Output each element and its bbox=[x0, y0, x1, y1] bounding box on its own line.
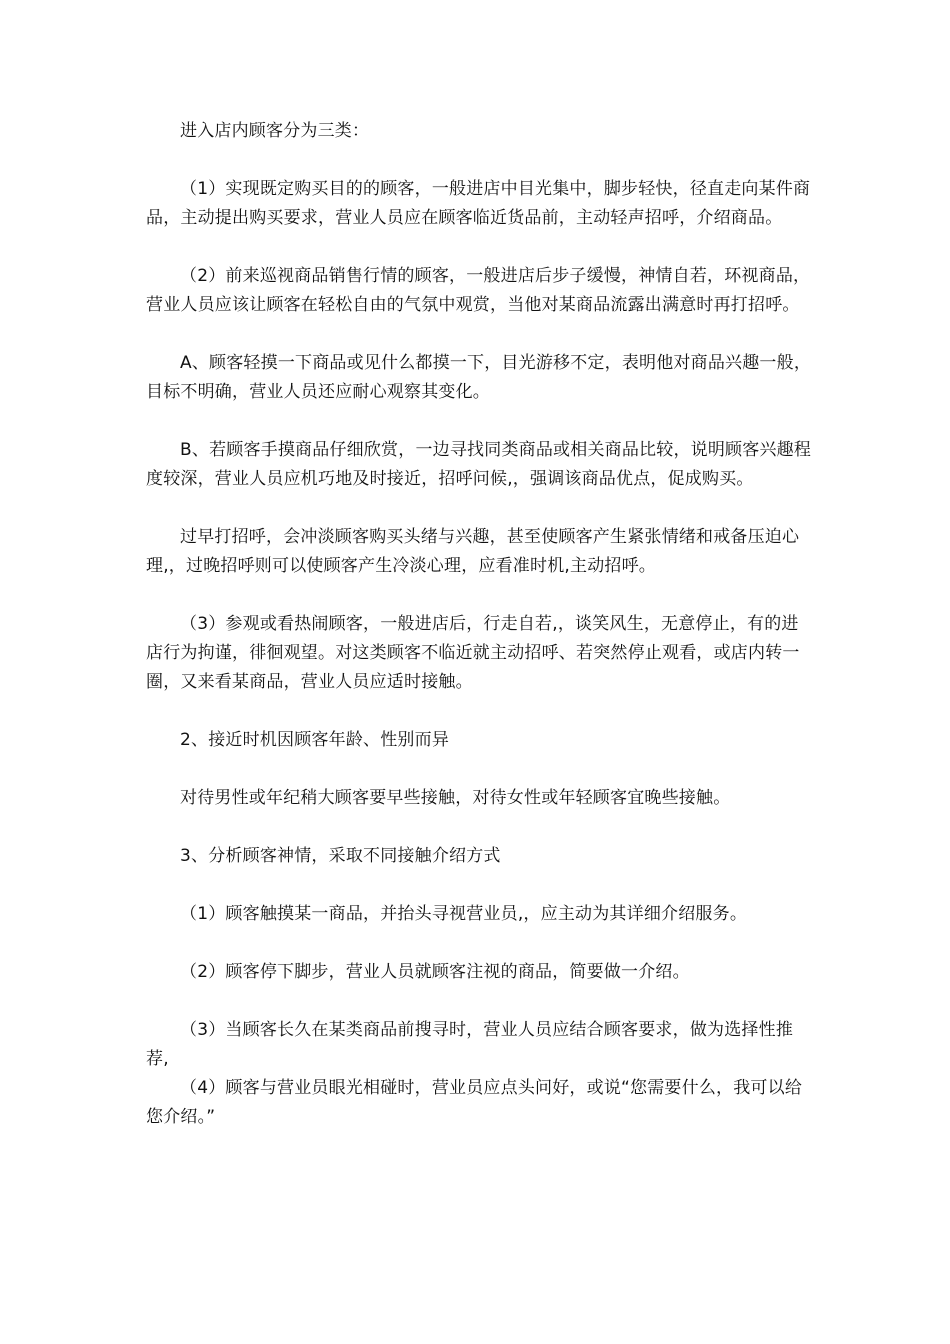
paragraph-type-1: （1）实现既定购买目的的顾客，一般进店中目光集中，脚步轻快，径直走向某件商品，主动提出购买要求，营业人员应在顾客临近货品前，主动轻声招呼，介绍商品。 bbox=[146, 179, 811, 228]
paragraph-intro: 进入店内顾客分为三类： bbox=[180, 121, 370, 141]
paragraph-type-2: （2）前来巡视商品销售行情的顾客，一般进店后步子缓慢，神情自若，环视商品，营业人员应该让顾客在轻松自由的气氛中观赏，当他对某商品流露出满意时再打招呼。 bbox=[146, 266, 811, 315]
paragraph-point-a: A、顾客轻摸一下商品或见什么都摸一下，目光游移不定，表明他对商品兴趣一般，目标不明确，营业人员还应耐心观察其变化。 bbox=[146, 353, 812, 402]
paragraph-method-4: （4）顾客与营业员眼光相碰时，营业员应点头问好，或说“您需要什么，我可以给您介绍。” bbox=[146, 1078, 803, 1127]
section-heading-2: 2、接近时机因顾客年龄、性别而异 bbox=[180, 730, 450, 750]
section-heading-3: 3、分析顾客神情，采取不同接触介绍方式 bbox=[180, 846, 501, 866]
paragraph-method-2: （2）顾客停下脚步，营业人员就顾客注视的商品，简要做一介绍。 bbox=[180, 962, 690, 982]
document-body bbox=[146, 117, 812, 1132]
paragraph-age-gender: 对待男性或年纪稍大顾客要早些接触，对待女性或年轻顾客宜晚些接触。 bbox=[180, 788, 731, 808]
paragraph-method-1: （1）顾客触摸某一商品，并抬头寻视营业员,，应主动为其详细介绍服务。 bbox=[180, 904, 748, 924]
paragraph-method-3: （3）当顾客长久在某类商品前搜寻时，营业人员应结合顾客要求，做为选择性推荐, bbox=[146, 1020, 794, 1069]
paragraph-timing-note: 过早打招呼，会冲淡顾客购买头绪与兴趣，甚至使顾客产生紧张情绪和戒备压迫心理,，过晚招呼则可以使顾客产生冷淡心理，应看准时机,主动招呼。 bbox=[146, 527, 800, 576]
paragraph-type-3: （3）参观或看热闹顾客，一般进店后，行走自若,，谈笑风生，无意停止，有的进店行为拘谨，徘徊观望。对这类顾客不临近就主动招呼、若突然停止观看，或店内转一圈，又来看某商品，营业人员应适时接触。 bbox=[146, 614, 800, 692]
paragraph-point-b: B、若顾客手摸商品仔细欣赏，一边寻找同类商品或相关商品比较，说明顾客兴趣程度较深，营业人员应机巧地及时接近，招呼问候,，强调该商品优点，促成购买。 bbox=[146, 440, 812, 489]
